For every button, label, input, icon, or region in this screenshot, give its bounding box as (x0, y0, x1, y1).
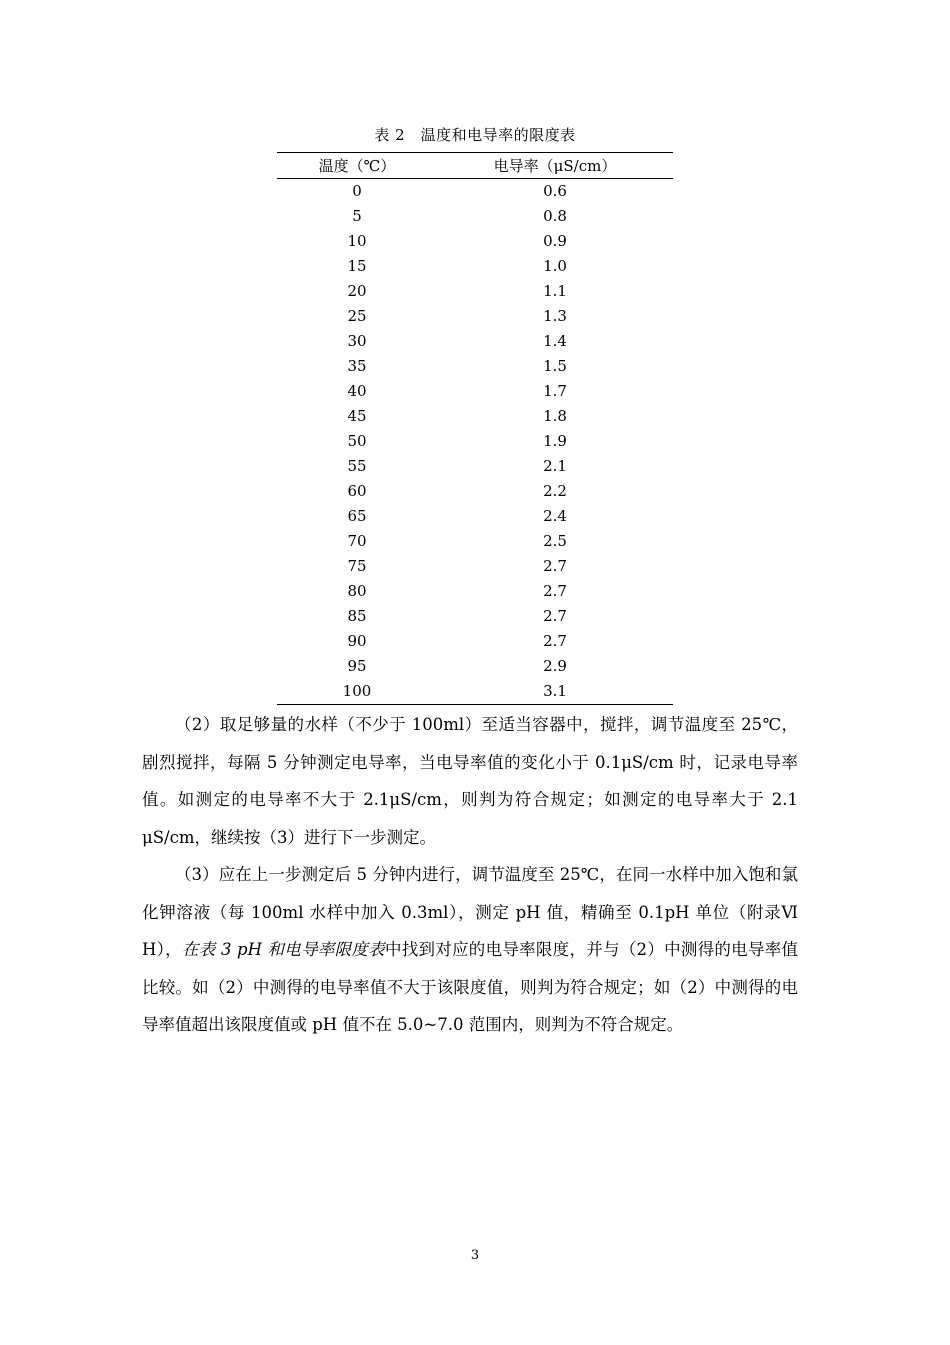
table-row (277, 479, 673, 504)
temperature-cell: 75 (347, 557, 367, 575)
body-text (142, 706, 798, 1044)
table-row (277, 554, 673, 579)
conductivity-cell: 2.4 (543, 507, 567, 525)
table-row (277, 279, 673, 304)
conductivity-cell: 1.7 (543, 382, 567, 400)
table-row (277, 229, 673, 254)
temperature-cell: 35 (347, 357, 367, 375)
conductivity-cell: 2.7 (543, 632, 567, 650)
conductivity-cell: 2.1 (543, 457, 567, 475)
temperature-cell: 5 (352, 207, 362, 225)
temperature-cell: 100 (342, 682, 372, 700)
header-temperature: 温度（℃） (318, 157, 396, 175)
table-header-row (277, 153, 673, 179)
table-row (277, 304, 673, 329)
table-row (277, 679, 673, 705)
table-row (277, 379, 673, 404)
conductivity-cell: 0.6 (543, 182, 567, 200)
table-row (277, 629, 673, 654)
conductivity-cell: 1.5 (543, 357, 567, 375)
table-row (277, 504, 673, 529)
table-row (277, 204, 673, 229)
page-number: 3 (470, 1248, 480, 1263)
table-caption: 表 2 温度和电导率的限度表 (374, 126, 576, 144)
temperature-cell: 45 (347, 407, 367, 425)
conductivity-cell: 3.1 (543, 682, 567, 700)
temperature-cell: 95 (347, 657, 367, 675)
table-row (277, 604, 673, 629)
paragraph-step-3-part-2: 中找到对应的电导率限度，并与（2）中测得的电导率值比较。如（2）中测得的电导率值不大于该限度值，则判为符合规定；如（2）中测得的电导率值超出该限度值或 pH 值不在 5.0~7.0 范围内，则判为不符合规定。 (142, 940, 799, 1034)
conductivity-cell: 1.1 (543, 282, 567, 300)
conductivity-cell: 0.8 (543, 207, 567, 225)
temperature-conductivity-table (277, 152, 673, 705)
temperature-cell: 50 (347, 432, 367, 450)
table-body (277, 179, 673, 705)
paragraph-step-2: （2）取足够量的水样（不少于 100ml）至适当容器中，搅拌，调节温度至 25℃，剧烈搅拌，每隔 5 分钟测定电导率，当电导率值的变化小于 0.1μS/cm 时，记录电导率值。如测定的电导率不大于 2.1μS/cm，则判为符合规定；如测定的电导率大于 2.1 μS/cm，继续按（3）进行下一步测定。 (142, 715, 798, 847)
conductivity-cell: 2.2 (543, 482, 567, 500)
conductivity-cell: 1.4 (543, 332, 567, 350)
temperature-cell: 25 (347, 307, 367, 325)
temperature-cell: 80 (347, 582, 367, 600)
table-row (277, 654, 673, 679)
table-row (277, 579, 673, 604)
temperature-cell: 20 (347, 282, 367, 300)
conductivity-cell: 1.9 (543, 432, 567, 450)
table-row (277, 254, 673, 279)
table-row (277, 354, 673, 379)
conductivity-cell: 2.9 (543, 657, 567, 675)
temperature-cell: 60 (347, 482, 367, 500)
temperature-cell: 15 (347, 257, 367, 275)
conductivity-cell: 2.5 (543, 532, 567, 550)
conductivity-cell: 2.7 (543, 607, 567, 625)
header-conductivity: 电导率（μS/cm） (493, 157, 617, 175)
table-row (277, 529, 673, 554)
limits-table-container (277, 152, 673, 705)
temperature-cell: 30 (347, 332, 367, 350)
table-row (277, 454, 673, 479)
table-row (277, 429, 673, 454)
table-3-reference: 在表 3 pH 和电导率限度表 (181, 940, 385, 959)
conductivity-cell: 1.8 (543, 407, 567, 425)
temperature-cell: 70 (347, 532, 367, 550)
temperature-cell: 65 (347, 507, 367, 525)
temperature-cell: 40 (347, 382, 367, 400)
conductivity-cell: 1.0 (543, 257, 567, 275)
table-row (277, 404, 673, 429)
conductivity-cell: 2.7 (543, 582, 567, 600)
conductivity-cell: 2.7 (543, 557, 567, 575)
temperature-cell: 10 (347, 232, 367, 250)
paragraph-step-3 (142, 856, 798, 1044)
conductivity-cell: 1.3 (543, 307, 567, 325)
temperature-cell: 85 (347, 607, 367, 625)
paragraph-step-3-part-1: （3）应在上一步测定后 5 分钟内进行，调节温度至 25℃，在同一水样中加入饱和氯化钾溶液（每 100ml 水样中加入 0.3ml），测定 pH 值，精确至 0.1pH 单位（附录Ⅵ H）， (142, 865, 798, 959)
table-row (277, 329, 673, 354)
temperature-cell: 90 (347, 632, 367, 650)
temperature-cell: 55 (347, 457, 367, 475)
temperature-cell: 0 (352, 182, 362, 200)
conductivity-cell: 0.9 (543, 232, 567, 250)
table-row (277, 179, 673, 205)
